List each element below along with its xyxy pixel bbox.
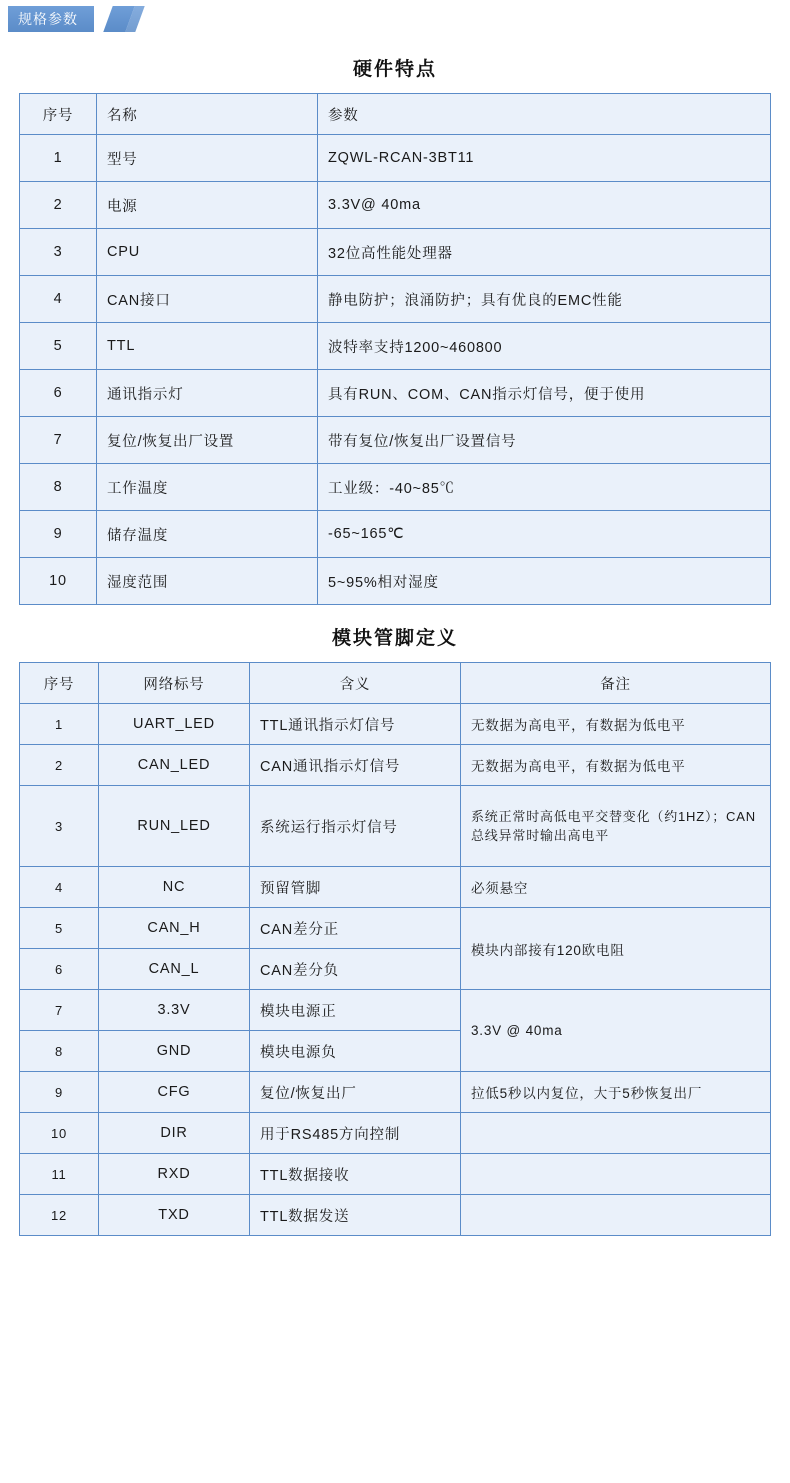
cell-param: -65~165℃	[318, 511, 771, 558]
cell-net: DIR	[99, 1113, 250, 1154]
cell-net: RXD	[99, 1154, 250, 1195]
cell-net: GND	[99, 1031, 250, 1072]
cell-meaning: 模块电源负	[250, 1031, 461, 1072]
table-row	[20, 323, 771, 370]
cell-index: 9	[20, 1072, 99, 1113]
table-row	[20, 1195, 771, 1236]
cell-index: 3	[20, 786, 99, 867]
table-row	[20, 745, 771, 786]
cell-meaning: CAN差分正	[250, 908, 461, 949]
table-row	[20, 1113, 771, 1154]
cell-param: 工业级：-40~85℃	[318, 464, 771, 511]
cell-remark	[461, 1113, 771, 1154]
cell-remark: 无数据为高电平，有数据为低电平	[461, 704, 771, 745]
cell-net: CFG	[99, 1072, 250, 1113]
table-header-row	[20, 663, 771, 704]
table-row	[20, 370, 771, 417]
table-row	[20, 704, 771, 745]
cell-index: 10	[20, 1113, 99, 1154]
cell-param: 波特率支持1200~460800	[318, 323, 771, 370]
cell-remark: 系统正常时高低电平交替变化（约1HZ）；CAN总线异常时输出高电平	[461, 786, 771, 867]
cell-remark: 必须悬空	[461, 867, 771, 908]
table-row	[20, 229, 771, 276]
table-row	[20, 867, 771, 908]
cell-index: 3	[20, 229, 97, 276]
hardware-features-table	[19, 93, 771, 605]
section-tag	[8, 6, 94, 32]
cell-net: NC	[99, 867, 250, 908]
cell-meaning: TTL通讯指示灯信号	[250, 704, 461, 745]
table-row	[20, 1154, 771, 1195]
cell-remark: 模块内部接有120欧电阻	[461, 908, 771, 990]
cell-name: 电源	[97, 182, 318, 229]
column-header-index: 序号	[20, 663, 99, 704]
section-tag-label: 规格参数	[18, 11, 78, 27]
hardware-section-title: 硬件特点	[352, 59, 437, 80]
cell-name: CAN接口	[97, 276, 318, 323]
table-header-row	[20, 94, 771, 135]
cell-param: 5~95%相对湿度	[318, 558, 771, 605]
cell-meaning: TTL数据发送	[250, 1195, 461, 1236]
cell-index: 2	[20, 745, 99, 786]
cell-index: 12	[20, 1195, 99, 1236]
cell-param: 静电防护；浪涌防护；具有优良的EMC性能	[318, 276, 771, 323]
cell-param: ZQWL-RCAN-3BT11	[318, 135, 771, 182]
cell-index: 5	[20, 908, 99, 949]
pin-section-title: 模块管脚定义	[331, 628, 458, 649]
cell-param: 3.3V@ 40ma	[318, 182, 771, 229]
cell-index: 11	[20, 1154, 99, 1195]
pin-definition-table	[19, 662, 771, 1236]
cell-remark	[461, 1154, 771, 1195]
cell-name: 工作温度	[97, 464, 318, 511]
table-row	[20, 558, 771, 605]
cell-remark: 拉低5秒以内复位，大于5秒恢复出厂	[461, 1072, 771, 1113]
table-row	[20, 908, 771, 949]
cell-net: CAN_LED	[99, 745, 250, 786]
cell-meaning: 系统运行指示灯信号	[250, 786, 461, 867]
cell-remark: 无数据为高电平，有数据为低电平	[461, 745, 771, 786]
cell-meaning: CAN差分负	[250, 949, 461, 990]
table-row	[20, 135, 771, 182]
cell-param: 带有复位/恢复出厂设置信号	[318, 417, 771, 464]
cell-index: 4	[20, 276, 97, 323]
cell-meaning: 模块电源正	[250, 990, 461, 1031]
cell-name: 湿度范围	[97, 558, 318, 605]
cell-index: 5	[20, 323, 97, 370]
cell-meaning: 复位/恢复出厂	[250, 1072, 461, 1113]
cell-index: 8	[20, 1031, 99, 1072]
cell-net: TXD	[99, 1195, 250, 1236]
cell-param: 32位高性能处理器	[318, 229, 771, 276]
cell-name: CPU	[97, 229, 318, 276]
cell-index: 2	[20, 182, 97, 229]
cell-index: 9	[20, 511, 97, 558]
table-row	[20, 990, 771, 1031]
cell-net: RUN_LED	[99, 786, 250, 867]
cell-net: CAN_H	[99, 908, 250, 949]
cell-name: 储存温度	[97, 511, 318, 558]
cell-remark	[461, 1195, 771, 1236]
cell-name: TTL	[97, 323, 318, 370]
column-header-index: 序号	[20, 94, 97, 135]
cell-index: 1	[20, 704, 99, 745]
cell-meaning: 预留管脚	[250, 867, 461, 908]
cell-remark: 3.3V @ 40ma	[461, 990, 771, 1072]
cell-index: 1	[20, 135, 97, 182]
cell-index: 6	[20, 370, 97, 417]
cell-name: 通讯指示灯	[97, 370, 318, 417]
cell-param: 具有RUN、COM、CAN指示灯信号，便于使用	[318, 370, 771, 417]
column-header-net: 网络标号	[99, 663, 250, 704]
cell-index: 10	[20, 558, 97, 605]
cell-index: 6	[20, 949, 99, 990]
column-header-name: 名称	[97, 94, 318, 135]
column-header-meaning: 含义	[250, 663, 461, 704]
column-header-param: 参数	[318, 94, 771, 135]
table-row	[20, 464, 771, 511]
cell-net: CAN_L	[99, 949, 250, 990]
cell-meaning: TTL数据接收	[250, 1154, 461, 1195]
cell-name: 复位/恢复出厂设置	[97, 417, 318, 464]
cell-meaning: CAN通讯指示灯信号	[250, 745, 461, 786]
cell-net: 3.3V	[99, 990, 250, 1031]
table-row	[20, 276, 771, 323]
column-header-remark: 备注	[461, 663, 771, 704]
table-row	[20, 182, 771, 229]
cell-index: 4	[20, 867, 99, 908]
cell-name: 型号	[97, 135, 318, 182]
cell-index: 8	[20, 464, 97, 511]
table-row	[20, 417, 771, 464]
page-header	[0, 6, 790, 40]
table-row	[20, 1072, 771, 1113]
cell-index: 7	[20, 417, 97, 464]
table-row	[20, 511, 771, 558]
cell-net: UART_LED	[99, 704, 250, 745]
cell-meaning: 用于RS485方向控制	[250, 1113, 461, 1154]
cell-index: 7	[20, 990, 99, 1031]
table-row	[20, 786, 771, 867]
